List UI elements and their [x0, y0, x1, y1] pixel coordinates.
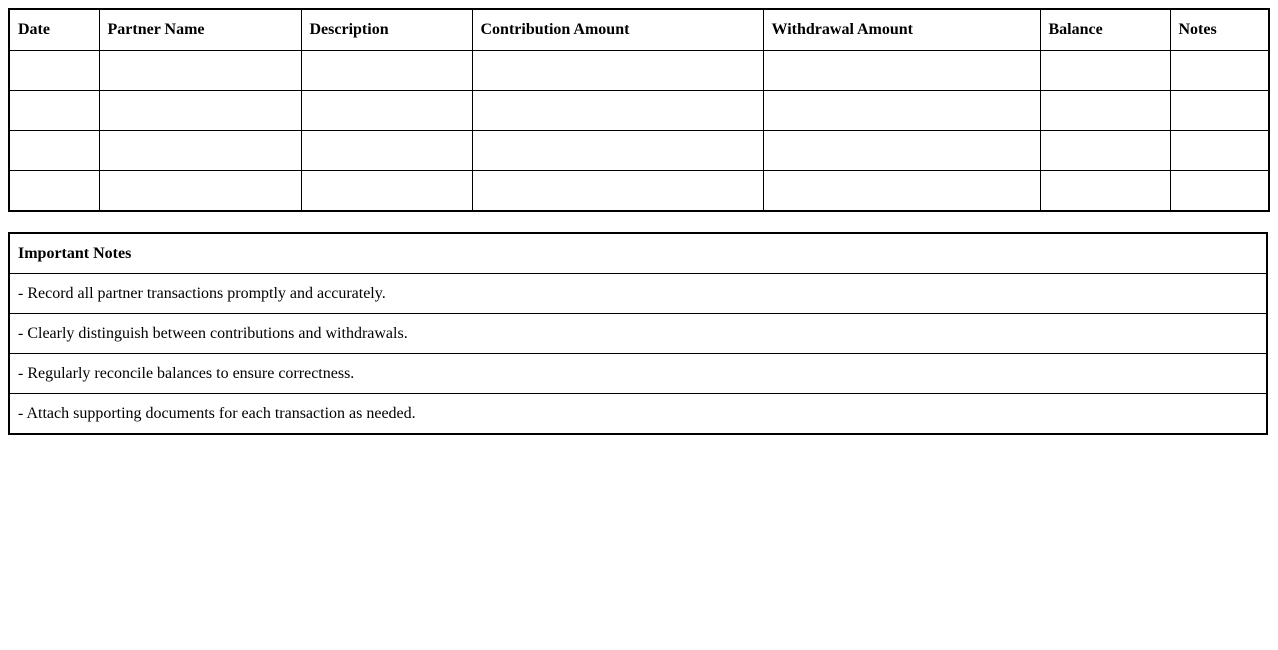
notes-title: Important Notes	[9, 233, 1267, 274]
empty-cell-balance	[1040, 171, 1170, 212]
note-item-row	[9, 274, 1267, 314]
empty-cell-contribution-amount	[472, 51, 763, 91]
empty-cell-description	[301, 131, 472, 171]
note-item: - Record all partner transactions promptly and accurately.	[9, 274, 1267, 314]
empty-cell-contribution-amount	[472, 171, 763, 212]
empty-cell-description	[301, 171, 472, 212]
note-item-row	[9, 354, 1267, 394]
column-header-description: Description	[301, 9, 472, 51]
important-notes-table	[8, 232, 1268, 435]
empty-cell-withdrawal-amount	[763, 51, 1040, 91]
column-header-partner-name: Partner Name	[99, 9, 301, 51]
empty-cell-description	[301, 91, 472, 131]
column-header-contribution-amount: Contribution Amount	[472, 9, 763, 51]
empty-cell-notes	[1170, 91, 1269, 131]
note-item: - Attach supporting documents for each transaction as needed.	[9, 394, 1267, 435]
empty-cell-partner-name	[99, 171, 301, 212]
empty-cell-notes	[1170, 171, 1269, 212]
notes-title-row	[9, 233, 1267, 274]
empty-cell-contribution-amount	[472, 91, 763, 131]
empty-cell-notes	[1170, 51, 1269, 91]
empty-cell-withdrawal-amount	[763, 91, 1040, 131]
empty-cell-withdrawal-amount	[763, 131, 1040, 171]
ledger-header-row	[9, 9, 1269, 51]
empty-cell-withdrawal-amount	[763, 171, 1040, 212]
empty-cell-date	[9, 91, 99, 131]
ledger-empty-row	[9, 91, 1269, 131]
column-header-withdrawal-amount: Withdrawal Amount	[763, 9, 1040, 51]
column-header-date: Date	[9, 9, 99, 51]
empty-cell-partner-name	[99, 91, 301, 131]
empty-cell-balance	[1040, 51, 1170, 91]
ledger-empty-row	[9, 171, 1269, 212]
empty-cell-date	[9, 171, 99, 212]
note-item-row	[9, 314, 1267, 354]
empty-cell-balance	[1040, 91, 1170, 131]
empty-cell-date	[9, 131, 99, 171]
note-item: - Clearly distinguish between contributions and withdrawals.	[9, 314, 1267, 354]
empty-cell-partner-name	[99, 51, 301, 91]
column-header-notes: Notes	[1170, 9, 1269, 51]
column-header-balance: Balance	[1040, 9, 1170, 51]
partner-ledger-table	[8, 8, 1270, 212]
note-item: - Regularly reconcile balances to ensure correctness.	[9, 354, 1267, 394]
empty-cell-date	[9, 51, 99, 91]
ledger-empty-row	[9, 131, 1269, 171]
empty-cell-partner-name	[99, 131, 301, 171]
note-item-row	[9, 394, 1267, 435]
ledger-empty-row	[9, 51, 1269, 91]
empty-cell-notes	[1170, 131, 1269, 171]
empty-cell-balance	[1040, 131, 1170, 171]
empty-cell-description	[301, 51, 472, 91]
empty-cell-contribution-amount	[472, 131, 763, 171]
